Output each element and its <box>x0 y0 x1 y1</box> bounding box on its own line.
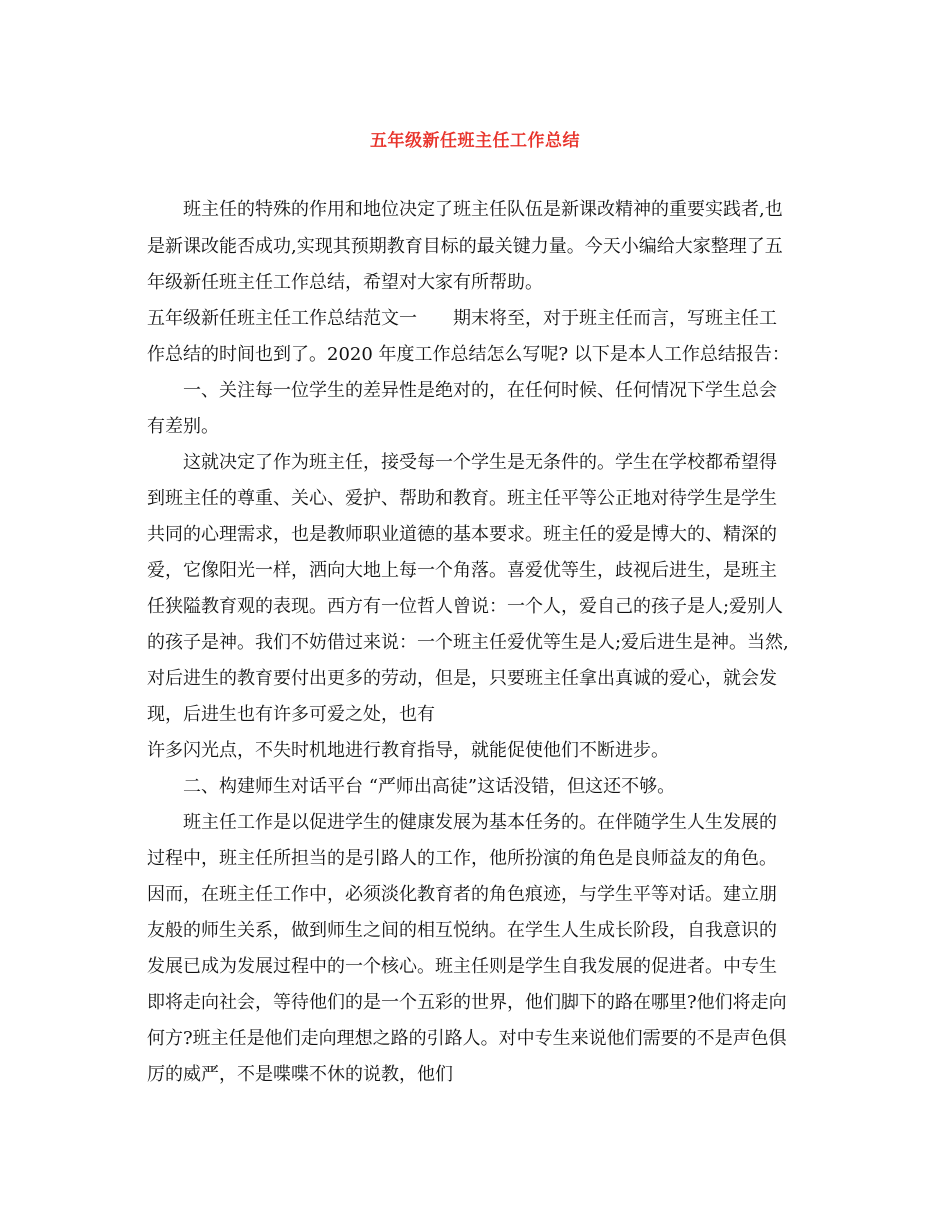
paragraph-line: 的孩子是神。我们不妨借过来说：一个班主任爱优等生是人;爱后进生是神。当然, <box>147 632 789 653</box>
paragraph-line: 何方?班主任是他们走向理想之路的引路人。对中专生来说他们需要的不是声色俱 <box>147 1028 787 1049</box>
paragraph-line: 现，后进生也有许多可爱之处，也有 <box>147 704 435 725</box>
paragraph-line: 任狭隘教育观的表现。西方有一位哲人曾说：一个人，爱自己的孩子是人;爱别人 <box>147 596 784 617</box>
paragraph-line: 到班主任的尊重、关心、爱护、帮助和教育。班主任平等公正地对待学生是学生 <box>147 488 777 509</box>
paragraph-line: 班主任的特殊的作用和地位决定了班主任队伍是新课改精神的重要实践者,也 <box>183 199 783 220</box>
paragraph-line: 发展已成为发展过程中的一个核心。班主任则是学生自我发展的促进者。中专生 <box>147 956 777 977</box>
document-title: 五年级新任班主任工作总结 <box>370 131 580 151</box>
paragraph-line: 五年级新任班主任工作总结范文一 期末将至，对于班主任而言，写班主任工 <box>147 308 777 329</box>
paragraph-line: 因而，在班主任工作中，必须淡化教育者的角色痕迹，与学生平等对话。建立朋 <box>147 884 777 905</box>
paragraph-line: 是新课改能否成功,实现其预期教育目标的最关键力量。今天小编给大家整理了五 <box>147 236 783 257</box>
paragraph-line: 过程中，班主任所担当的是引路人的工作，他所扮演的角色是良师益友的角色。 <box>147 848 777 869</box>
paragraph-line: 厉的威严，不是喋喋不休的说教，他们 <box>147 1064 453 1085</box>
paragraph-line: 许多闪光点，不失时机地进行教育指导，就能促使他们不断进步。 <box>147 740 669 761</box>
paragraph-line: 对后进生的教育要付出更多的劳动，但是，只要班主任拿出真诚的爱心，就会发 <box>147 668 777 689</box>
paragraph-line: 作总结的时间也到了。2020 年度工作总结怎么写呢? 以下是本人工作总结报告： <box>147 344 790 365</box>
paragraph-line: 即将走向社会，等待他们的是一个五彩的世界，他们脚下的路在哪里?他们将走向 <box>147 992 787 1013</box>
paragraph-line: 爱，它像阳光一样，洒向大地上每一个角落。喜爱优等生，歧视后进生，是班主 <box>147 560 777 581</box>
paragraph-line: 共同的心理需求，也是教师职业道德的基本要求。班主任的爱是博大的、精深的 <box>147 524 777 545</box>
paragraph-line: 友般的师生关系，做到师生之间的相互悦纳。在学生人生成长阶段，自我意识的 <box>147 920 777 941</box>
paragraph-line: 一、关注每一位学生的差异性是绝对的，在任何时候、任何情况下学生总会 <box>183 380 777 401</box>
paragraph-line: 二、构建师生对话平台 “严师出高徒”这话没错，但这还不够。 <box>183 776 676 797</box>
paragraph-line: 有差别。 <box>147 416 219 437</box>
paragraph-line: 班主任工作是以促进学生的健康发展为基本任务的。在伴随学生人生发展的 <box>183 812 777 833</box>
paragraph-line: 这就决定了作为班主任，接受每一个学生是无条件的。学生在学校都希望得 <box>183 452 777 473</box>
paragraph-line: 年级新任班主任工作总结，希望对大家有所帮助。 <box>147 272 543 293</box>
